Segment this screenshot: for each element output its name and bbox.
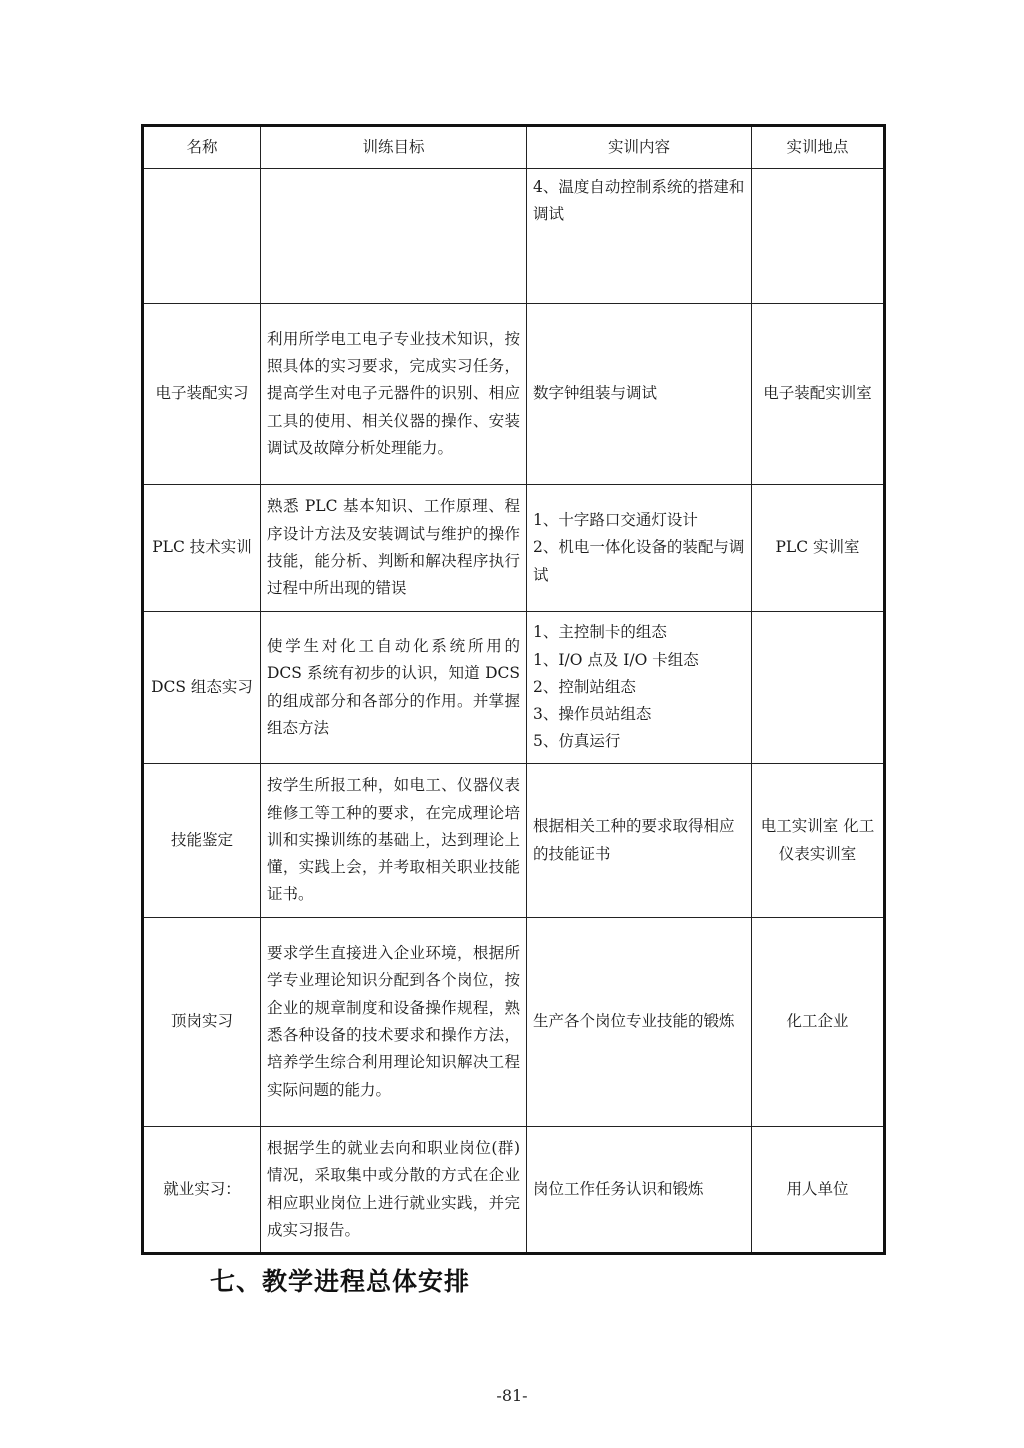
content-line: 岗位工作任务认识和锻炼 [533,1179,704,1198]
row-content [527,918,752,1127]
table-header-row [143,126,885,169]
row-name: 就业实习： [143,1127,261,1254]
row-name: DCS 组态实习 [143,612,261,764]
table-row [143,764,885,918]
header-goal: 训练目标 [261,126,527,169]
training-table [141,124,886,1255]
content-line: 数字钟组装与调试 [533,384,658,403]
row-location [752,612,885,764]
table-row [143,1127,885,1254]
row-content [527,764,752,918]
row-location: 电子装配实训室 [752,304,885,485]
content-line: 1、主控制卡的组态 [533,623,667,642]
row-goal: 要求学生直接进入企业环境，根据所学专业理论知识分配到各个岗位，按企业的规章制度和设备操作规程，熟悉各种设备的技术要求和操作方法，培养学生综合利用理论知识解决工程实际问题的能力。 [261,918,527,1127]
header-location: 实训地点 [752,126,885,169]
row-goal: 利用所学电工电子专业技术知识，按照具体的实习要求，完成实习任务，提高学生对电子元器件的识别、相应工具的使用、相关仪器的操作、安装调试及故障分析处理能力。 [261,304,527,485]
row-goal: 使学生对化工自动化系统所用的 DCS 系统有初步的认识，知道 DCS 的组成部分和各部分的作用。并掌握组态方法 [261,612,527,764]
section-heading: 七、教学进程总体安排 [210,1267,471,1296]
content-line: 5、仿真运行 [533,732,621,751]
content-line: 生产各个岗位专业技能的锻炼 [533,1012,735,1031]
content-line: 3、操作员站组态 [533,705,652,724]
row-location: 化工企业 [752,918,885,1127]
row-location: 用人单位 [752,1127,885,1254]
row-name: PLC 技术实训 [143,485,261,612]
row-name [143,169,261,304]
row-location: PLC 实训室 [752,485,885,612]
table-row [143,485,885,612]
row-content [527,304,752,485]
row-goal [261,169,527,304]
row-location [752,169,885,304]
table-row [143,169,885,304]
content-line: 1、I/O 点及 I/O 卡组态 [533,650,699,669]
row-goal: 按学生所报工种，如电工、仪器仪表维修工等工种的要求，在完成理论培训和实操训练的基础上，达到理论上懂，实践上会，并考取相关职业技能证书。 [261,764,527,918]
table-row [143,612,885,764]
row-goal: 熟悉 PLC 基本知识、工作原理、程序设计方法及安装调试与维护的操作技能，能分析、判断和解决程序执行过程中所出现的错误 [261,485,527,612]
row-content [527,612,752,764]
header-content: 实训内容 [527,126,752,169]
row-goal: 根据学生的就业去向和职业岗位(群)情况，采取集中或分散的方式在企业相应职业岗位上进行就业实践，并完成实习报告。 [261,1127,527,1254]
header-name: 名称 [143,126,261,169]
row-content [527,485,752,612]
table-row [143,304,885,485]
row-content [527,169,752,304]
content-line: 1、十字路口交通灯设计 [533,511,698,530]
row-content [527,1127,752,1254]
row-name: 顶岗实习 [143,918,261,1127]
row-name: 电子装配实习 [143,304,261,485]
row-name: 技能鉴定 [143,764,261,918]
content-line: 2、机电一体化设备的装配与调试 [533,538,745,584]
content-line: 2、控制站组态 [533,677,636,696]
content-line: 根据相关工种的要求取得相应的技能证书 [533,817,735,863]
table-row [143,918,885,1127]
content-line: 4、温度自动控制系统的搭建和调试 [533,178,745,224]
page-number: -81- [496,1386,528,1405]
row-location: 电工实训室 化工仪表实训室 [752,764,885,918]
